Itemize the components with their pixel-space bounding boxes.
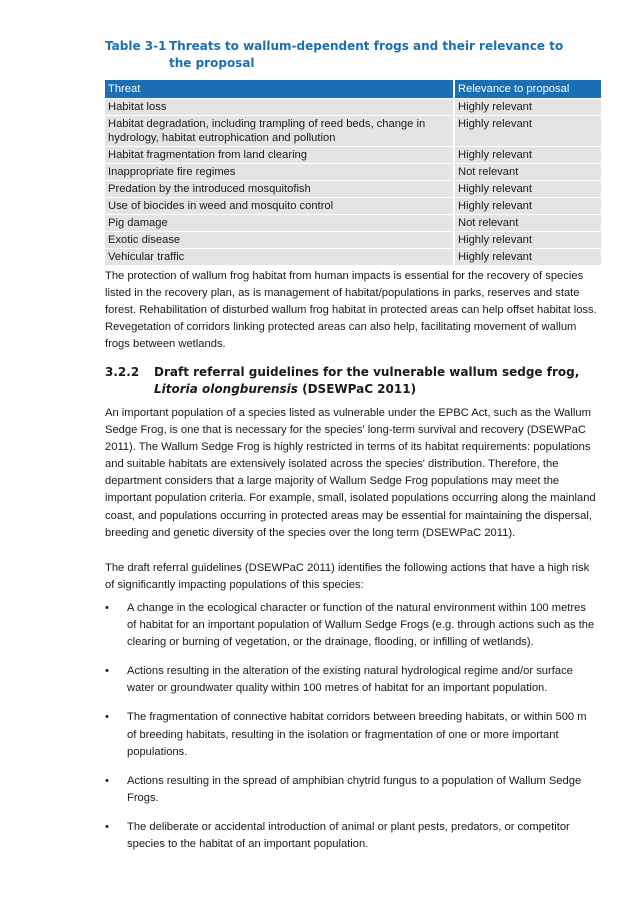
- table-row: [105, 198, 601, 215]
- table-row: [105, 164, 601, 181]
- section-title: [154, 364, 597, 398]
- table-row: [105, 249, 601, 266]
- list-item: [105, 663, 597, 697]
- relevance-cell: Not relevant: [454, 215, 601, 232]
- bullet-icon: •: [105, 820, 109, 833]
- bullet-icon: •: [105, 774, 109, 787]
- threat-cell: Habitat degradation, including trampling of reed beds, change in hydrology, habitat eutrophication and pollution: [105, 116, 454, 147]
- bullet-icon: •: [105, 711, 109, 724]
- section-title-main: Draft referral guidelines for the vulnerable wallum sedge frog,: [154, 365, 580, 379]
- threat-cell: Inappropriate fire regimes: [105, 164, 454, 181]
- relevance-cell: Highly relevant: [454, 147, 601, 164]
- paragraph-important-population: An important population of a species listed as vulnerable under the EPBC Act, such as the Wallum Sedge Frog, is one that is necessary for the species' long-term survival and recovery (DSEWPaC 2011). The Wallum Sedge Frog is highly restricted in terms of its habitat requirements: populations and suitable habitats are extensively isolated across the species' distribution. Therefore, the department considers that a large majority of Wallum Sedge Frog populations may meet the important population criteria. For example, small, isolated populations occurring along the mainland coast, and populations occurring in protected areas may be essential for maintaining the dispersal, breeding and genetic diversity of the species over the long term (DSEWPaC 2011).: [105, 407, 596, 539]
- table-number: Table 3-1: [105, 39, 167, 53]
- list-item-text: Actions resulting in the spread of amphibian chytrid fungus to a population of Wallum Sedge Frogs.: [127, 774, 582, 804]
- relevance-cell: Not relevant: [454, 164, 601, 181]
- list-item: [105, 600, 597, 651]
- table-header-row: [105, 80, 601, 99]
- header-relevance: Relevance to proposal: [454, 80, 601, 99]
- relevance-cell: Highly relevant: [454, 249, 601, 266]
- paragraph-referral-intro: The draft referral guidelines (DSEWPaC 2011) identifies the following actions that have a high risk of significantly impacting populations of this species:: [105, 562, 590, 592]
- table-row: [105, 147, 601, 164]
- threat-cell: Pig damage: [105, 215, 454, 232]
- threat-cell: Vehicular traffic: [105, 249, 454, 266]
- bullet-icon: •: [105, 602, 109, 614]
- threat-cell: Exotic disease: [105, 232, 454, 249]
- threat-cell: Habitat fragmentation from land clearing: [105, 147, 454, 164]
- header-threat: Threat: [105, 80, 454, 99]
- section-title-citation: (DSEWPaC 2011): [297, 382, 417, 396]
- section-number: 3.2.2: [105, 365, 140, 379]
- list-item-text: A change in the ecological character or function of the natural environment within 100 metres of habitat for an important population of Wallum Sedge Frogs (e.g. through actions such as the clearing or burning of vegetation, or the drainage, flooding, or infilling of wetlands).: [127, 602, 595, 649]
- list-item: [105, 709, 597, 760]
- threat-cell: Habitat loss: [105, 99, 454, 116]
- section-heading: [105, 364, 597, 398]
- relevance-cell: Highly relevant: [454, 198, 601, 215]
- relevance-cell: Highly relevant: [454, 181, 601, 198]
- relevance-cell: Highly relevant: [454, 232, 601, 249]
- table-row: [105, 99, 601, 116]
- table-row: [105, 116, 601, 147]
- relevance-cell: Highly relevant: [454, 116, 601, 147]
- paragraph-habitat-protection: The protection of wallum frog habitat from human impacts is essential for the recovery of species listed in the recovery plan, as is management of habitat/populations in parks, reserves and state forest. Rehabilitation of disturbed wallum frog habitat in protected areas can help offset habitat loss. Revegetation of corridors linking protected areas can also help, facilitating movement of wallum frogs between wetlands.: [105, 270, 597, 351]
- table-caption: [105, 38, 585, 72]
- table-row: [105, 232, 601, 249]
- threat-cell: Predation by the introduced mosquitofish: [105, 181, 454, 198]
- relevance-cell: Highly relevant: [454, 99, 601, 116]
- actions-list: [105, 600, 597, 865]
- list-item-text: Actions resulting in the alteration of the existing natural hydrological regime and/or surface water or groundwater quality within 100 metres of habitat for an important population.: [127, 665, 573, 695]
- threat-cell: Use of biocides in weed and mosquito control: [105, 198, 454, 215]
- species-name: Litoria olongburensis: [154, 382, 298, 396]
- list-item: [105, 819, 597, 853]
- bullet-icon: •: [105, 665, 109, 678]
- list-item: [105, 773, 597, 807]
- table-row: [105, 215, 601, 232]
- list-item-text: The fragmentation of connective habitat corridors between breeding habitats, or within 500 m of breeding habitats, resulting in the isolation or fragmentation of one or more important populations.: [127, 711, 587, 758]
- threats-table: [105, 80, 601, 265]
- table-row: [105, 181, 601, 198]
- list-item-text: The deliberate or accidental introduction of animal or plant pests, predators, or competitor species to the habitat of an important population.: [127, 820, 570, 851]
- table-title: Threats to wallum-dependent frogs and their relevance to the proposal: [169, 39, 564, 70]
